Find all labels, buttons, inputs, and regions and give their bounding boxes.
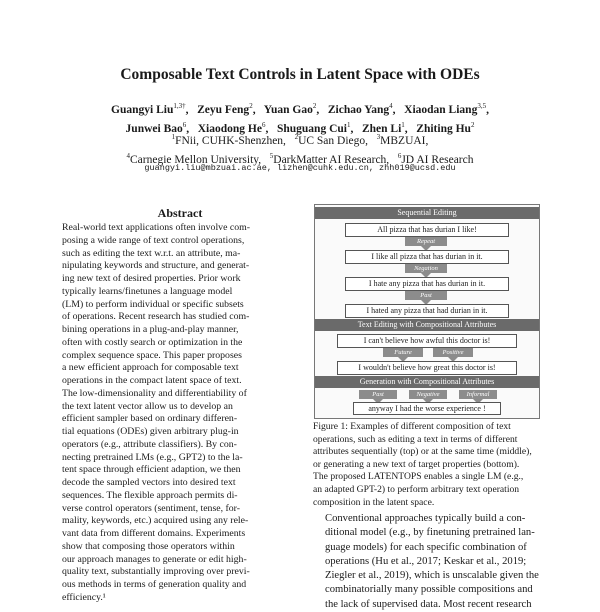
sentence-box: I hated any pizza that had durian in it. <box>345 304 509 318</box>
abstract-line: (LM) to perform individual or specific subsets <box>62 298 244 310</box>
caption-line: or generating a new text of target properties (bottom). <box>313 458 520 470</box>
operation-arrow: Past <box>359 390 397 399</box>
operation-arrow: Negation <box>405 264 447 273</box>
abstract-line: efficiency.¹ <box>62 591 106 603</box>
abstract-line: operations in the compact latent space of text. <box>62 375 242 386</box>
abstract-line: typically learns/finetunes a language model <box>62 285 233 297</box>
author-line-2: Junwei Bao$^6$, Xiaodong He$^6$, Shuguang Cui$^1$, Zhen Li$^1$, Zhiting Hu$^2$ <box>125 120 475 135</box>
abstract-line: necting pretrained LMs (e.g., GPT2) to the la- <box>62 451 243 463</box>
operation-arrow: Repeat <box>405 237 447 246</box>
section-header-sequential: Sequential Editing <box>315 207 539 219</box>
caption-line: attributes sequentially (top) or at the same time (middle), <box>313 446 532 458</box>
paper-title: Composable Text Controls in Latent Space with ODEs <box>120 66 480 83</box>
affiliations <box>0 130 600 168</box>
abstract-line: vant data from different domains. Experiments <box>62 528 246 539</box>
section-header-generation: Generation with Compositional Attributes <box>315 376 539 388</box>
source-sentence-box: I can't believe how awful this doctor is! <box>337 334 517 348</box>
figure-caption <box>313 421 541 509</box>
author: Guangyi Liu$^{1,3\dagger}$ <box>111 102 186 116</box>
operation-arrow: Future <box>383 348 423 357</box>
author: Yuan Gao$^2$ <box>263 102 317 116</box>
abstract-line: Real-world text applications often involve com- <box>62 222 250 233</box>
intro-line: ditional model (e.g., by finetuning pretrained lan- <box>325 527 535 539</box>
affiliation-line-1: $^1$FNii, CUHK-Shenzhen, $^2$UC San Diego, $^3$MBZUAI, <box>171 133 429 147</box>
caption-line: The proposed LATENTOPS enables a single LM (e.g., <box>313 471 524 483</box>
author: Zichao Yang$^4$ <box>327 102 393 116</box>
caption-line: composition in the latent space. <box>313 496 435 508</box>
author-line-1: Guangyi Liu$^{1,3\dagger}$, Zeyu Feng$^2$, Yuan Gao$^2$, Zichao Yang$^4$, Xiaodan Liang$^{3,5}$, <box>111 102 489 116</box>
abstract-line: decode the sampled vectors into desired text <box>62 477 236 488</box>
intro-line: Ziegler et al., 2019), which is unscalable given the <box>325 570 539 582</box>
caption-line: Figure 1: Examples of different composition of text <box>313 421 511 432</box>
abstract-line: quality text, substantially improving over previ- <box>62 566 250 578</box>
abstract-line: sequences. The flexible approach permits di- <box>62 489 238 501</box>
abstract-line: tial equations (ODEs) given arbitrary plug-in <box>62 426 239 437</box>
author: Shuguang Cui$^1$ <box>276 120 351 135</box>
generated-sentence-box: anyway I had the worse experience ! <box>353 402 501 415</box>
abstract-line: verse control operators (sentiment, tense, for- <box>62 502 240 514</box>
abstract-line: The low-dimensionality and differentiability of <box>62 387 247 399</box>
intro-line: guage models) for each specific combination of <box>325 541 527 553</box>
author: Xiaodan Liang$^{3,5}$ <box>404 102 487 116</box>
abstract-heading: Abstract <box>157 206 203 220</box>
introduction-paragraph <box>313 512 541 612</box>
target-sentence-box: I wouldn't believe how great this doctor is! <box>337 361 517 375</box>
author: Zhen Li$^1$ <box>361 120 405 135</box>
operation-arrow: Negative <box>409 390 447 399</box>
caption-line: an adapted GPT-2) to perform arbitrary text operation <box>313 483 520 495</box>
abstract-line: posing a wide range of text control operations, <box>62 234 245 246</box>
abstract-line: ing new text of desired properties. Prior work <box>62 273 241 284</box>
abstract-line: of operations. Recent research has studied com- <box>62 311 250 323</box>
author-emails: guangyi.liu@mbzuai.ac.ae, lizhen@cuhk.edu.cn, zhh019@ucsd.edu <box>144 163 456 173</box>
affiliation-line-2: $^4$Carnegie Mellon University, $^5$DarkMatter AI Research, $^6$JD AI Research <box>126 151 474 166</box>
abstract-line: often with costly search or optimization in the <box>62 336 243 348</box>
author: Zeyu Feng$^2$ <box>197 102 253 116</box>
author: Zhiting Hu$^2$ <box>416 120 475 135</box>
sentence-box: I hate any pizza that has durian in it. <box>345 277 509 291</box>
abstract-line: efficient sampler based on ordinary differen- <box>62 413 238 425</box>
author: Xiaodong He$^6$ <box>197 120 266 135</box>
abstract-line: operators (e.g., attribute classifiers). By con- <box>62 438 237 450</box>
abstract-body <box>62 222 294 605</box>
abstract-line: ous methods in terms of generation quality and <box>62 579 247 590</box>
intro-line: the lack of supervised data. Most recent research <box>325 598 532 610</box>
abstract-line: nipulating keywords and structure, and generat- <box>62 260 250 272</box>
abstract-line: a new efficient approach for composable text <box>62 362 239 374</box>
abstract-line: the text latent vector allow us to develop an <box>62 400 233 412</box>
operation-arrow: Positive <box>433 348 473 357</box>
caption-line: operations, such as editing a text in terms of different <box>313 433 518 445</box>
intro-line: Conventional approaches typically build a con- <box>325 513 526 524</box>
sentence-box: I like all pizza that has durian in it. <box>345 250 509 264</box>
sentence-box: All pizza that has durian I like! <box>345 223 509 237</box>
intro-line: operations (Hu et al., 2017; Keskar et al., 2019; <box>325 555 527 567</box>
abstract-line: show that composing those operators within <box>62 540 235 552</box>
operation-arrow: Past <box>405 291 447 300</box>
operation-arrow: Informal <box>459 390 497 399</box>
abstract-line: complex sequence space. This paper proposes <box>62 349 242 361</box>
figure-1 <box>314 204 540 419</box>
intro-line: combinatorially many possible compositions and <box>325 584 533 596</box>
author: Junwei Bao$^6$ <box>125 120 187 135</box>
abstract-line: such as editing the text w.r.t. an attribute, ma- <box>62 247 241 259</box>
abstract-line: mality, keywords, etc.) acquired using any rele- <box>62 515 249 527</box>
abstract-line: tent space through efficient adaption, we then <box>62 464 241 476</box>
abstract-line: our approach manages to generate or edit high- <box>62 553 247 565</box>
section-header-text-editing: Text Editing with Compositional Attributes <box>315 319 539 331</box>
abstract-line: bining operations in a plug-and-play manner, <box>62 324 239 335</box>
